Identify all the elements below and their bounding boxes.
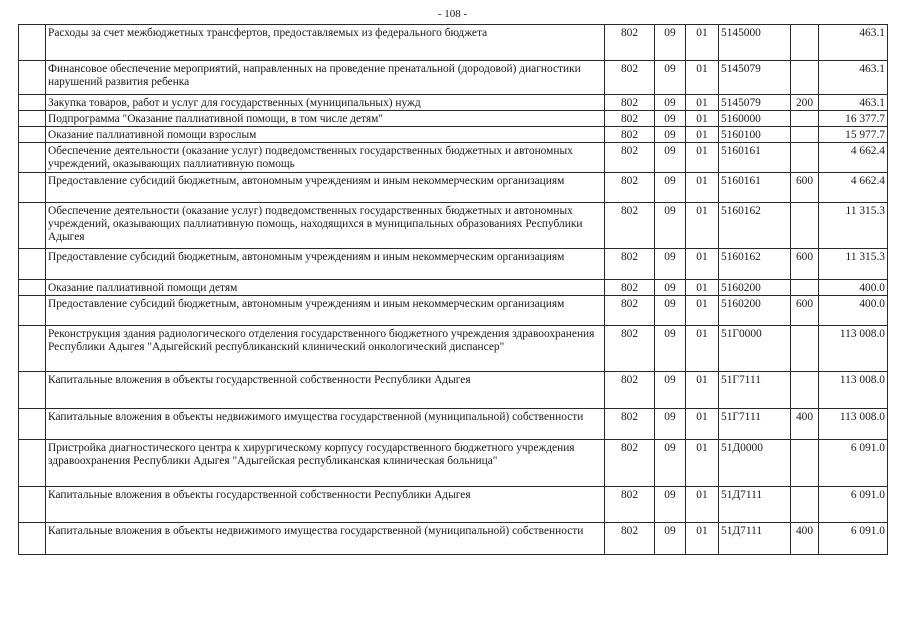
row-marker-cell (19, 523, 46, 555)
table-row (19, 143, 888, 173)
rz-cell: 09 (655, 203, 686, 249)
vr-cell: 400 (791, 523, 819, 555)
row-marker-cell (19, 487, 46, 523)
rz-cell: 09 (655, 249, 686, 280)
vr-cell: 600 (791, 296, 819, 326)
name-cell: Капитальные вложения в объекты недвижимого имущества государственной (муниципальной) собственности (46, 523, 605, 555)
ved-cell: 802 (605, 409, 655, 440)
csr-cell: 5160161 (719, 143, 791, 173)
row-marker-cell (19, 203, 46, 249)
row-marker-cell (19, 111, 46, 127)
name-cell: Оказание паллиативной помощи взрослым (46, 127, 605, 143)
name-cell: Расходы за счет межбюджетных трансфертов, предоставляемых из федерального бюджета (46, 25, 605, 61)
sum-cell: 6 091.0 (819, 440, 888, 487)
sum-cell: 113 008.0 (819, 372, 888, 409)
name-cell: Обеспечение деятельности (оказание услуг) подведомственных государственных бюджетных и автономных учреждений, оказывающих паллиативную помощь (46, 143, 605, 173)
table-row (19, 203, 888, 249)
csr-cell: 5160100 (719, 127, 791, 143)
rz-cell: 09 (655, 409, 686, 440)
csr-cell: 5160161 (719, 173, 791, 203)
table-row (19, 487, 888, 523)
rz-cell: 09 (655, 127, 686, 143)
pr-cell: 01 (686, 143, 719, 173)
vr-cell (791, 61, 819, 95)
sum-cell: 15 977.7 (819, 127, 888, 143)
ved-cell: 802 (605, 249, 655, 280)
name-cell: Предоставление субсидий бюджетным, автономным учреждениям и иным некоммерческим организациям (46, 173, 605, 203)
rz-cell: 09 (655, 280, 686, 296)
table-body (19, 25, 888, 555)
rz-cell: 09 (655, 440, 686, 487)
table-row (19, 280, 888, 296)
name-cell: Пристройка диагностического центра к хирургическому корпусу государственного бюджетного учреждения здравоохранения Республики Адыгея "Адыгейская республиканская клиническая больница" (46, 440, 605, 487)
table-row (19, 440, 888, 487)
csr-cell: 51Д0000 (719, 440, 791, 487)
row-marker-cell (19, 326, 46, 372)
ved-cell: 802 (605, 25, 655, 61)
sum-cell: 6 091.0 (819, 523, 888, 555)
name-cell: Реконструкция здания радиологического отделения государственного бюджетного учреждения здравоохранения Республики Адыгея "Адыгейский республиканский клинический онкологический диспансер" (46, 326, 605, 372)
rz-cell: 09 (655, 25, 686, 61)
vr-cell (791, 203, 819, 249)
sum-cell: 113 008.0 (819, 409, 888, 440)
pr-cell: 01 (686, 326, 719, 372)
ved-cell: 802 (605, 326, 655, 372)
name-cell: Закупка товаров, работ и услуг для государственных (муниципальных) нужд (46, 95, 605, 111)
row-marker-cell (19, 296, 46, 326)
rz-cell: 09 (655, 296, 686, 326)
name-cell: Капитальные вложения в объекты государственной собственности Республики Адыгея (46, 372, 605, 409)
table-row (19, 326, 888, 372)
pr-cell: 01 (686, 127, 719, 143)
pr-cell: 01 (686, 487, 719, 523)
pr-cell: 01 (686, 249, 719, 280)
budget-table (18, 24, 888, 555)
vr-cell (791, 111, 819, 127)
vr-cell: 400 (791, 409, 819, 440)
ved-cell: 802 (605, 61, 655, 95)
row-marker-cell (19, 372, 46, 409)
sum-cell: 400.0 (819, 296, 888, 326)
name-cell: Обеспечение деятельности (оказание услуг) подведомственных государственных бюджетных и автономных учреждений, оказывающих паллиативную помощь, находящихся в муниципальных образованиях Республики Адыгея (46, 203, 605, 249)
row-marker-cell (19, 61, 46, 95)
sum-cell: 4 662.4 (819, 143, 888, 173)
table-row (19, 173, 888, 203)
sum-cell: 113 008.0 (819, 326, 888, 372)
name-cell: Финансовое обеспечение мероприятий, направленных на проведение пренатальной (дородовой) диагностики нарушений развития ребенка (46, 61, 605, 95)
csr-cell: 51Г7111 (719, 372, 791, 409)
csr-cell: 5145000 (719, 25, 791, 61)
sum-cell: 463.1 (819, 95, 888, 111)
pr-cell: 01 (686, 203, 719, 249)
rz-cell: 09 (655, 326, 686, 372)
name-cell: Капитальные вложения в объекты недвижимого имущества государственной (муниципальной) собственности (46, 409, 605, 440)
pr-cell: 01 (686, 25, 719, 61)
rz-cell: 09 (655, 143, 686, 173)
table-row (19, 296, 888, 326)
name-cell: Предоставление субсидий бюджетным, автономным учреждениям и иным некоммерческим организациям (46, 296, 605, 326)
rz-cell: 09 (655, 487, 686, 523)
pr-cell: 01 (686, 523, 719, 555)
row-marker-cell (19, 249, 46, 280)
pr-cell: 01 (686, 61, 719, 95)
table-row (19, 61, 888, 95)
vr-cell (791, 280, 819, 296)
sum-cell: 11 315.3 (819, 249, 888, 280)
row-marker-cell (19, 143, 46, 173)
table-row (19, 409, 888, 440)
vr-cell: 600 (791, 249, 819, 280)
ved-cell: 802 (605, 203, 655, 249)
csr-cell: 51Г7111 (719, 409, 791, 440)
pr-cell: 01 (686, 409, 719, 440)
csr-cell: 5160200 (719, 280, 791, 296)
csr-cell: 5145079 (719, 95, 791, 111)
row-marker-cell (19, 127, 46, 143)
sum-cell: 463.1 (819, 61, 888, 95)
row-marker-cell (19, 25, 46, 61)
ved-cell: 802 (605, 143, 655, 173)
pr-cell: 01 (686, 95, 719, 111)
table-row (19, 372, 888, 409)
ved-cell: 802 (605, 111, 655, 127)
vr-cell (791, 487, 819, 523)
row-marker-cell (19, 95, 46, 111)
ved-cell: 802 (605, 95, 655, 111)
vr-cell (791, 372, 819, 409)
row-marker-cell (19, 280, 46, 296)
vr-cell (791, 326, 819, 372)
ved-cell: 802 (605, 127, 655, 143)
vr-cell (791, 25, 819, 61)
ved-cell: 802 (605, 372, 655, 409)
vr-cell (791, 143, 819, 173)
sum-cell: 6 091.0 (819, 487, 888, 523)
csr-cell: 51Д7111 (719, 487, 791, 523)
row-marker-cell (19, 173, 46, 203)
rz-cell: 09 (655, 111, 686, 127)
rz-cell: 09 (655, 173, 686, 203)
name-cell: Подпрограмма "Оказание паллиативной помощи, в том числе детям" (46, 111, 605, 127)
sum-cell: 463.1 (819, 25, 888, 61)
table-row (19, 127, 888, 143)
table-row (19, 523, 888, 555)
table-row (19, 25, 888, 61)
csr-cell: 5160200 (719, 296, 791, 326)
page-number: - 108 - (437, 8, 468, 20)
sum-cell: 400.0 (819, 280, 888, 296)
pr-cell: 01 (686, 280, 719, 296)
csr-cell: 51Д7111 (719, 523, 791, 555)
csr-cell: 5160162 (719, 203, 791, 249)
vr-cell: 200 (791, 95, 819, 111)
pr-cell: 01 (686, 173, 719, 203)
rz-cell: 09 (655, 95, 686, 111)
vr-cell (791, 127, 819, 143)
vr-cell (791, 440, 819, 487)
sum-cell: 16 377.7 (819, 111, 888, 127)
ved-cell: 802 (605, 296, 655, 326)
vr-cell: 600 (791, 173, 819, 203)
ved-cell: 802 (605, 280, 655, 296)
rz-cell: 09 (655, 372, 686, 409)
sum-cell: 4 662.4 (819, 173, 888, 203)
csr-cell: 5145079 (719, 61, 791, 95)
row-marker-cell (19, 440, 46, 487)
pr-cell: 01 (686, 440, 719, 487)
csr-cell: 51Г0000 (719, 326, 791, 372)
table-row (19, 249, 888, 280)
sum-cell: 11 315.3 (819, 203, 888, 249)
table-row (19, 95, 888, 111)
table-row (19, 111, 888, 127)
pr-cell: 01 (686, 296, 719, 326)
name-cell: Предоставление субсидий бюджетным, автономным учреждениям и иным некоммерческим организациям (46, 249, 605, 280)
row-marker-cell (19, 409, 46, 440)
ved-cell: 802 (605, 440, 655, 487)
name-cell: Оказание паллиативной помощи детям (46, 280, 605, 296)
name-cell: Капитальные вложения в объекты государственной собственности Республики Адыгея (46, 487, 605, 523)
pr-cell: 01 (686, 111, 719, 127)
ved-cell: 802 (605, 523, 655, 555)
pr-cell: 01 (686, 372, 719, 409)
csr-cell: 5160162 (719, 249, 791, 280)
rz-cell: 09 (655, 523, 686, 555)
rz-cell: 09 (655, 61, 686, 95)
csr-cell: 5160000 (719, 111, 791, 127)
ved-cell: 802 (605, 173, 655, 203)
ved-cell: 802 (605, 487, 655, 523)
